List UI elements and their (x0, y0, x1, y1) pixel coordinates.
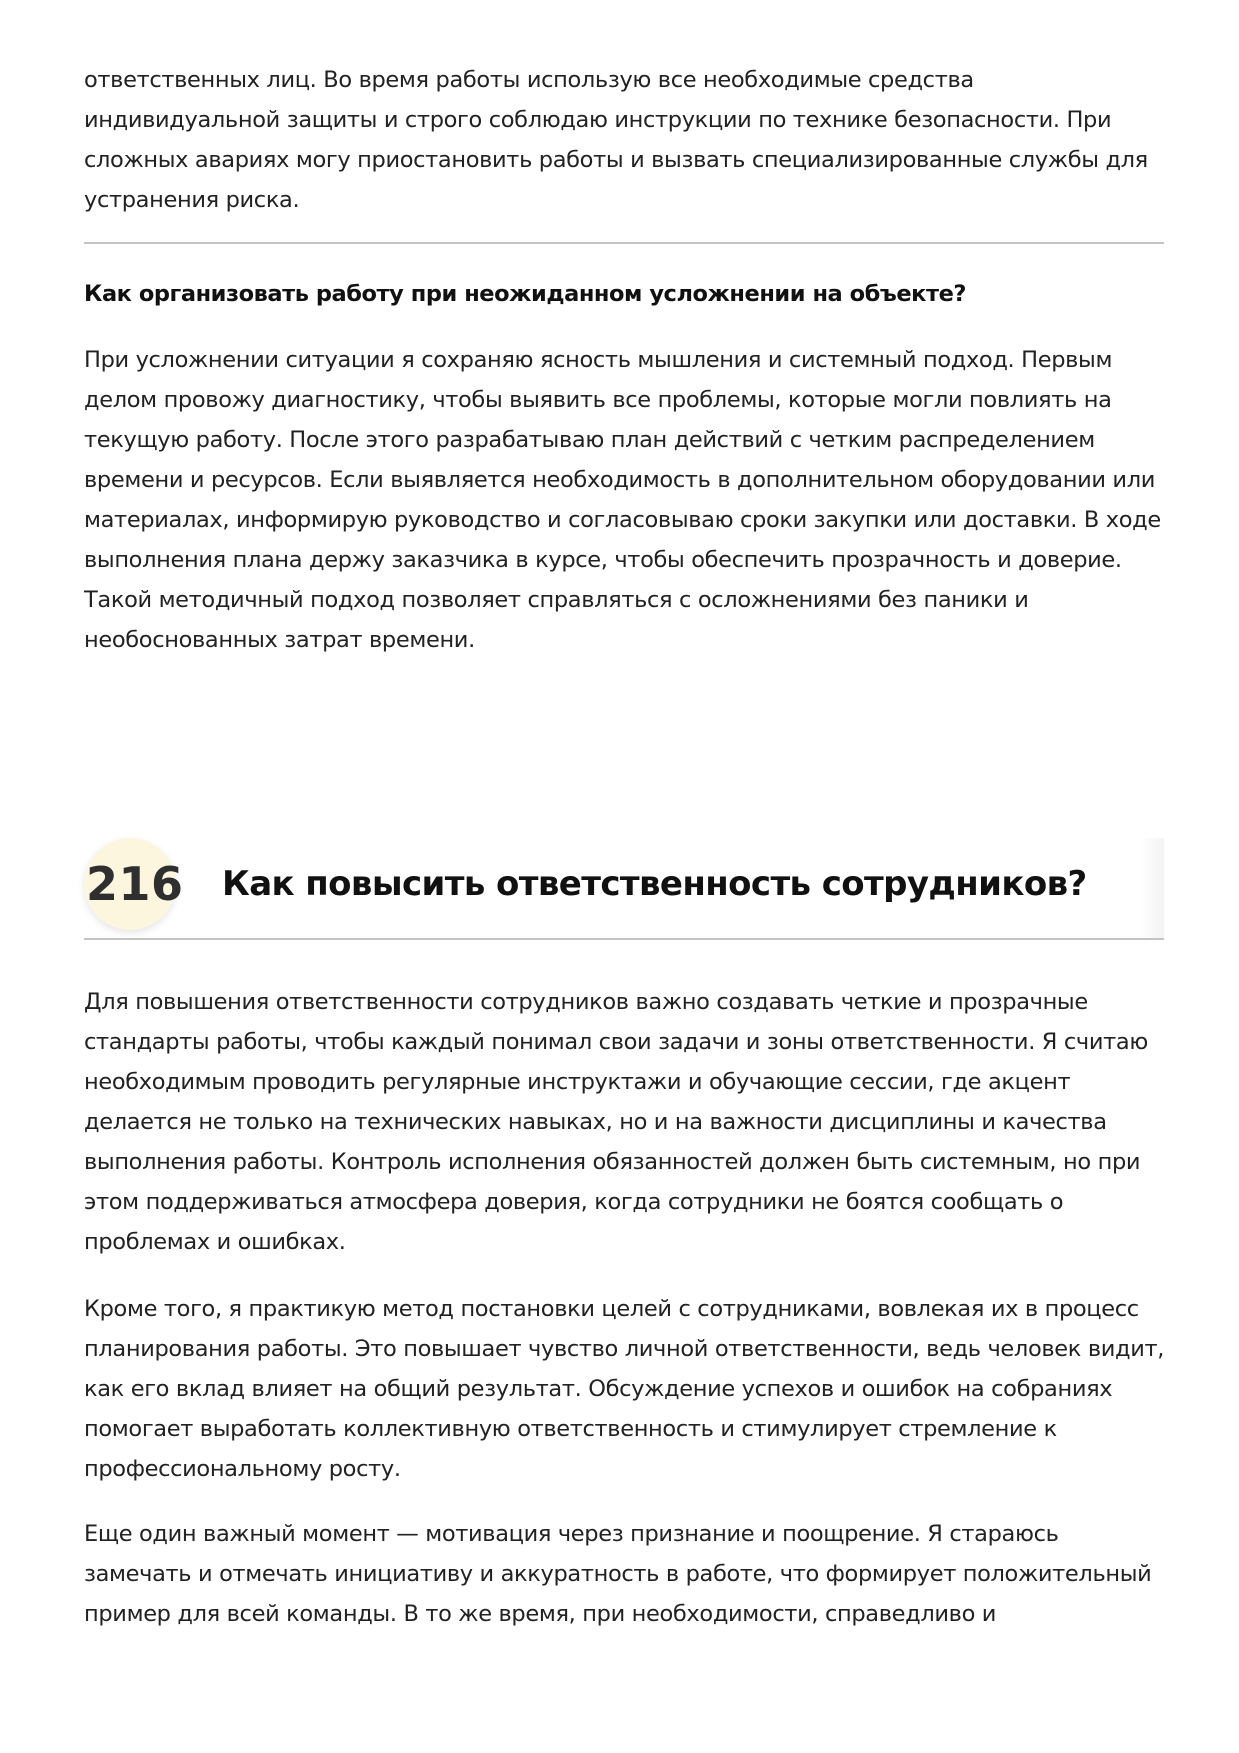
paragraph-line: сложных авариях могу приостановить работы и вызвать специализированные службы для (84, 147, 1148, 173)
paragraph-line: проблемах и ошибках. (84, 1229, 346, 1255)
paragraph-line: выполнения работы. Контроль исполнения обязанностей должен быть системным, но при (84, 1149, 1141, 1175)
question-heading: Как организовать работу при неожиданном усложнении на объекте? (84, 281, 967, 307)
section-divider (84, 242, 1164, 244)
paragraph-line: делается не только на технических навыках, но и на важности дисциплины и качества (84, 1109, 1107, 1135)
section-number: 216 (86, 857, 184, 911)
body-paragraph-3 (84, 1514, 1151, 1634)
paragraph-line: необходимым проводить регулярные инструктажи и обучающие сессии, где акцент (84, 1069, 1071, 1095)
paragraph-line: Для повышения ответственности сотрудников важно создавать четкие и прозрачные (84, 989, 1088, 1015)
section-header (84, 838, 1164, 940)
paragraph-line: делом провожу диагностику, чтобы выявить все проблемы, которые могли повлиять на (84, 387, 1112, 413)
paragraph-line: устранения риска. (84, 187, 300, 213)
paragraph-line: индивидуальной защиты и строго соблюдаю инструкции по технике безопасности. При (84, 107, 1112, 133)
answer-paragraph (84, 340, 1161, 660)
paragraph-line: материалах, информирую руководство и согласовываю сроки закупки или доставки. В ходе (84, 507, 1161, 533)
paragraph-line: ответственных лиц. Во время работы использую все необходимые средства (84, 67, 974, 93)
paragraph-line: замечать и отмечать инициативу и аккуратность в работе, что формирует положительный (84, 1561, 1152, 1587)
section-title-divider (84, 938, 1164, 940)
continued-paragraph (84, 60, 1148, 220)
paragraph-line: Кроме того, я практикую метод постановки целей с сотрудниками, вовлекая их в процесс (84, 1296, 1139, 1322)
paragraph-line: выполнения плана держу заказчика в курсе, чтобы обеспечить прозрачность и доверие. (84, 547, 1122, 573)
paragraph-line: этом поддерживаться атмосфера доверия, когда сотрудники не боятся сообщать о (84, 1189, 1064, 1215)
paragraph-line: стандарты работы, чтобы каждый понимал свои задачи и зоны ответственности. Я считаю (84, 1029, 1148, 1055)
paragraph-line: Такой методичный подход позволяет справляться с осложнениями без паники и (84, 587, 1029, 613)
paragraph-line: планирования работы. Это повышает чувство личной ответственности, ведь человек видит, (84, 1336, 1165, 1362)
paragraph-line: помогает выработать коллективную ответственность и стимулирует стремление к (84, 1416, 1057, 1442)
paragraph-line: времени и ресурсов. Если выявляется необходимость в дополнительном оборудовании или (84, 467, 1156, 493)
paragraph-line: Еще один важный момент — мотивация через признание и поощрение. Я стараюсь (84, 1521, 1059, 1547)
paragraph-line: как его вклад влияет на общий результат. Обсуждение успехов и ошибок на собраниях (84, 1376, 1113, 1402)
paragraph-line: необоснованных затрат времени. (84, 627, 475, 653)
body-paragraph-1 (84, 982, 1148, 1262)
header-shade (1140, 838, 1164, 938)
paragraph-line: пример для всей команды. В то же время, при необходимости, справедливо и (84, 1601, 997, 1627)
paragraph-line: текущую работу. После этого разрабатываю план действий с четким распределением (84, 427, 1095, 453)
paragraph-line: При усложнении ситуации я сохраняю ясность мышления и системный подход. Первым (84, 347, 1113, 373)
body-paragraph-2 (84, 1289, 1164, 1489)
paragraph-line: профессиональному росту. (84, 1456, 401, 1482)
section-title: Как повысить ответственность сотрудников? (222, 864, 1087, 904)
